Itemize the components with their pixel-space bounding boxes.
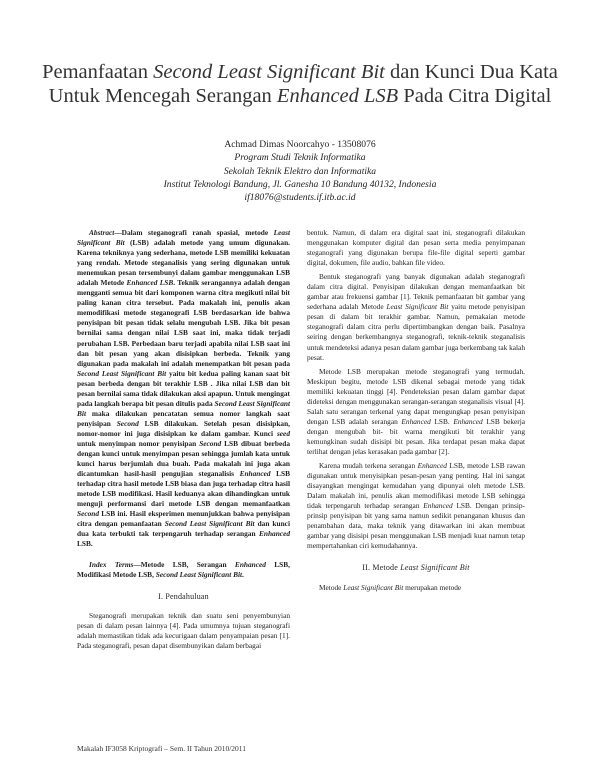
author-block — [60, 138, 540, 204]
left-column — [77, 228, 290, 651]
body-paragraph: Bentuk steganografi yang banyak digunakan adalah steganografi dalam citra digital. Penyisipan dilakukan dengan memanfaatkan bit gambar atau frekuensi gambar [1]. Teknik pemanfaatan bit gambar yang sederhana adalah Metode Least Significant Bit yaitu metode penyisipan pesan di dalam bit terakhir gambar. Namun, pemakaian metode steganografi dalam citra perlu dipertimbangkan dengan baik. Pasalnya seiring dengan berkembangnya steganografi, teknik-teknik steganalisis untuk mendeteksi adanya pesan dalam gambar juga berkembang tak kalah pesat. — [307, 272, 526, 362]
abstract: Abstract—Dalam steganografi ranah spasial, metode Least Significant Bit (LSB) adalah metode yang umum digunakan. Karena tekniknya yang sederhana, metode LSB memiliki kekuatan yang rendah. Metode steganalisis yang sering digunakan untuk menemukan pesan tersembunyi dalam gambar menggunakan LSB adalah Metode Enhanced LSB. Teknik serangannya adalah dengan mengganti semua bit dari komponen warna citra megikuti nilai bit paling kanan citra tersebut. Pada makalah ini, penulis akan memodifikasi metode steganografi LSB berdasarkan ide bahwa penyisipan bit pesan tidak selalu mengubah LSB. Jika bit pesan bernilai sama dengan nilai LSB saat ini, maka tidak terjadi perubahan LSB. Perbedaan baru terjadi apabila nilai LSB saat ini dan bit pesan yang akan disisipkan berbeda. Teknik yang digunakan pada makalah ini adalah menempatkan bit pesan pada Second Least Significant Bit yaitu bit kedua paling kanan saat bit pesan berbeda dengan bit terakhir LSB . Jika nilai LSB dan bit pesan bernilai sama tidak dilakukan aksi apapun. Untuk mengingat pada langkah berapa bit pesan ditulis pada Second Least Significant Bit maka dilakukan pencatatan semua nomor langkah saat penyisipan Second LSB dilakukan. Setelah pesan disisipkan, nomor-nomor ini juga disisipkan ke dalam gambar. Kunci seed untuk menyimpan nomor penyisipan Second LSB dibuat berbeda dengan kunci untuk menyimpan pesan sehingga jumlah kata untuk kunci harus berjumlah dua buah. Pada makalah ini juga akan dicantumkan hasil-hasil pengujian steganalisis Enhanced LSB terhadap citra hasil metode LSB biasa dan juga terhadap citra hasil metode LSB modifikasi. Hasil keduanya akan dihandingkan untuk menguji performansi dari metode LSB dengan memanfaatkan Second LSB ini. Hasil eksperimen menunjukkan bahwa penyisipan citra dengan pemanfaatan Second Least Significant Bit dan kunci dua kata terbukti tak terpengaruh terhadap serangan Enhanced LSB. — [77, 228, 291, 549]
section-heading-lsb: II. Metode Least Significant Bit — [362, 563, 470, 573]
body-paragraph: bentuk. Namun, di dalam era digital saat ini, steganografi dilakukan menggunakan komputer digital dan pesan serta media penyimpanan steganografi yang digunakan berupa file-file digital seperti gambar digital, dokumen, file audio, bahkan file video. — [307, 228, 525, 268]
page-footer: Makalah IF3058 Kriptografi – Sem. II Tahun 2010/2011 — [77, 744, 247, 753]
paper-title: Pemanfaatan Second Least Significant Bit dan Kunci Dua Kata Untuk Mencegah Serangan Enhanced LSB Pada Citra Digital — [42, 61, 558, 107]
author-institute: Institut Teknologi Bandung, Jl. Ganesha 10 Bandung 40132, Indonesia — [163, 178, 437, 190]
author-name: Achmad Dimas Noorcahyo - 13508076 — [224, 139, 376, 150]
body-paragraph: Metode LSB merupakan metode steganografi yang termudah. Meskipun begitu, metode LSB dikenal sebagai metode yang tidak memiliki kekuatan tinggi [4]. Pendeteksian pesan dalam gambar dapat dideteksi dengan menggunakan serangan-serangan steganalisis visual [4]. Salah satu serangan terkenal yang dapat mengungkap pesan penyisipan dengan LSB adalah serangan Enhanced LSB. Enhanced LSB bekerja dengan mengubah bit- bit warna mengikuti bit terakhir yang kemungkinan sudah disisipi bit pesan. Jika terdapat pesan maka dapat terlihat dengan jelas kerasakan pada gambar [2]. — [307, 366, 526, 456]
body-paragraph: Karena mudah terkena serangan Enhanced LSB, metode LSB rawan digunakan untuk menyisipkan pesan-pesan yang penting. Hal ini sangat disayangkan mengingat kemudahan yang dipunyai oleh metode LSB. Dalam makalah ini, penulis akan memodifikasi metode LSB sehingga tidak terpengaruh terhadap serangan Enhanced LSB. Dengan prinsip-prinsip penyisipan bit yang sama namun sedikit penanganan khusus dan penambahan data, maka teknik yang ditawarkan ini akan membuat gambar yang disisipi pesan menggunakan LSB menjadi kuat namun tetap mempertahankan ciri kemudahannya. — [307, 461, 525, 551]
author-school: Sekolah Teknik Elektro dan Informatika — [223, 165, 377, 177]
right-column — [307, 228, 525, 593]
index-terms: Index Terms—Metode LSB, Serangan Enhanced LSB, Modifikasi Metode LSB, Second Least Significant Bit. — [77, 559, 290, 579]
intro-paragraph: Steganografi merupakan teknik dan suatu seni penyembunyian pesan di dalam pesan lainnya [4]. Pada umumnya tujuan steganografi adalah memastikan tidak ada kecurigaan dalam penyampaian pesan [1]. Pada steganografi, pesan dapat disembunyikan dalam berbagai — [77, 610, 290, 650]
body-paragraph: Metode Least Significant Bit merupakan metode — [319, 582, 462, 592]
author-program: Program Studi Teknik Informatika — [234, 152, 366, 164]
author-email[interactable]: if18076@students.if.itb.ac.id — [244, 192, 356, 204]
section-heading-introduction: I. Pendahuluan — [158, 591, 209, 601]
